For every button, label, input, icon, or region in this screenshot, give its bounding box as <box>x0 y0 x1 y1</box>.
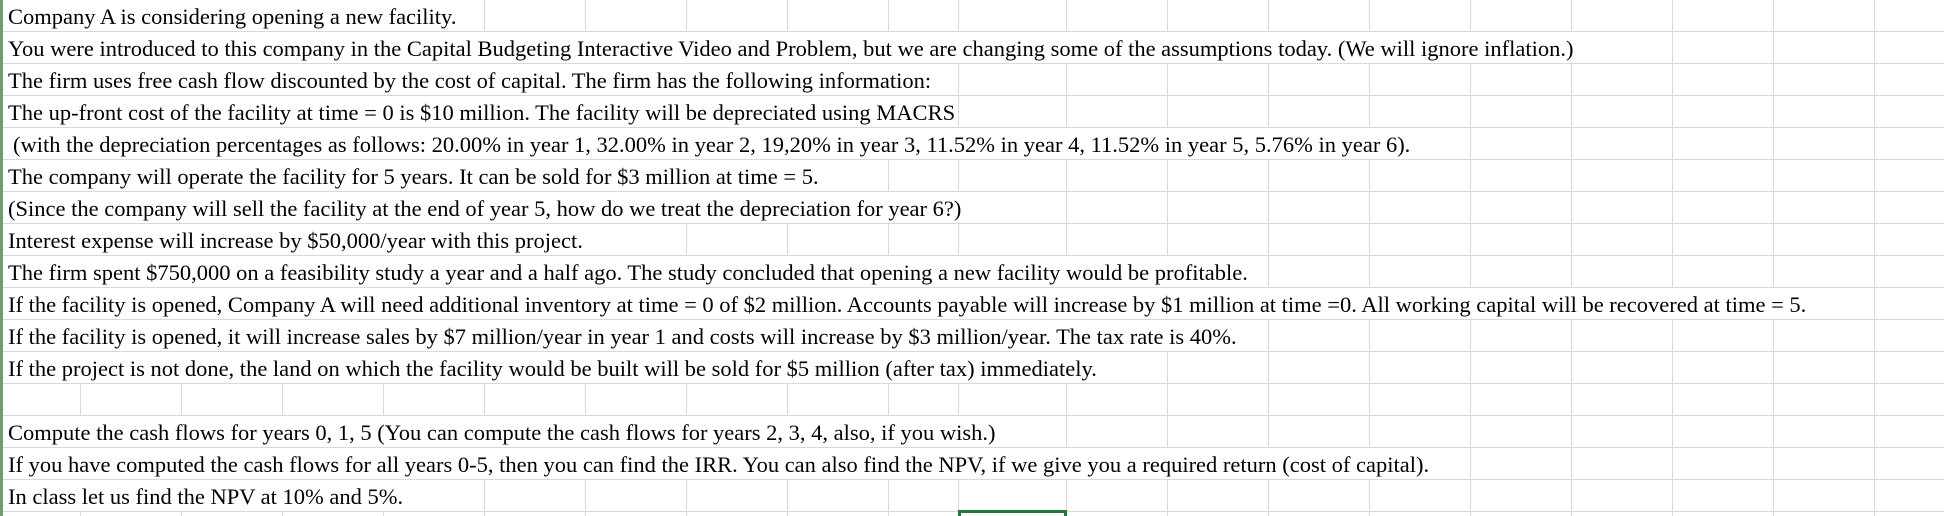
cell-text: The firm spent $750,000 on a feasibility study a year and a half ago. The study concluded that opening a new facility would be profitable. <box>8 256 1251 287</box>
cell-text <box>8 384 11 415</box>
sheet-row[interactable] <box>0 288 1944 320</box>
cell-text: In class let us find the NPV at 10% and 5%. <box>8 480 406 511</box>
sheet-row[interactable] <box>0 352 1944 384</box>
sheet-row[interactable] <box>0 32 1944 64</box>
cell-text: If the facility is opened, it will increase sales by $7 million/year in year 1 and costs will increase by $3 million/year. The tax rate is 40%. <box>8 320 1240 351</box>
sheet-row[interactable] <box>0 256 1944 288</box>
cell-text: Compute the cash flows for years 0, 1, 5 (You can compute the cash flows for years 2, 3, 4, also, if you wish.) <box>8 416 999 447</box>
sheet-row[interactable] <box>0 320 1944 352</box>
sheet-row[interactable] <box>0 0 1944 32</box>
selected-cell[interactable] <box>958 510 1067 516</box>
sheet-row[interactable] <box>0 96 1944 128</box>
sheet-row[interactable] <box>0 448 1944 480</box>
sheet-row[interactable] <box>0 416 1944 448</box>
cell-text: (Since the company will sell the facility at the end of year 5, how do we treat the depreciation for year 6?) <box>8 192 964 223</box>
cell-text: The company will operate the facility for 5 years. It can be sold for $3 million at time = 5. <box>8 160 822 191</box>
sheet-row[interactable] <box>0 192 1944 224</box>
cell-text: You were introduced to this company in the Capital Budgeting Interactive Video and Problem, but we are changing some of the assumptions today. (We will ignore inflation.) <box>8 32 1576 63</box>
sheet-row[interactable] <box>0 160 1944 192</box>
cell-text: The firm uses free cash flow discounted by the cost of capital. The firm has the following information: <box>8 64 934 95</box>
sheet-row[interactable] <box>0 384 1944 416</box>
cell-text: If you have computed the cash flows for all years 0-5, then you can find the IRR. You can also find the NPV, if we give you a required return (cost of capital). <box>8 448 1432 479</box>
cell-text: The up-front cost of the facility at time = 0 is $10 million. The facility will be depreciated using MACRS <box>8 96 958 127</box>
cell-text: If the facility is opened, Company A will need additional inventory at time = 0 of $2 million. Accounts payable will increase by $1 million at time =0. All working capital will be recovered at time = 5. <box>8 288 1809 319</box>
sheet-row[interactable] <box>0 128 1944 160</box>
cell-text: Interest expense will increase by $50,000/year with this project. <box>8 224 586 255</box>
cell-text: If the project is not done, the land on which the facility would be built will be sold for $5 million (after tax) immediately. <box>8 352 1100 383</box>
sheet-row[interactable] <box>0 480 1944 512</box>
cell-text: Company A is considering opening a new facility. <box>8 0 459 31</box>
sheet-row[interactable] <box>0 224 1944 256</box>
cell-text: (with the depreciation percentages as follows: 20.00% in year 1, 32.00% in year 2, 19,20% in year 3, 11.52% in year 4, 11.52% in year 5, 5.76% in year 6). <box>13 128 1413 159</box>
sheet-row[interactable] <box>0 64 1944 96</box>
sheet-left-border <box>0 0 3 516</box>
